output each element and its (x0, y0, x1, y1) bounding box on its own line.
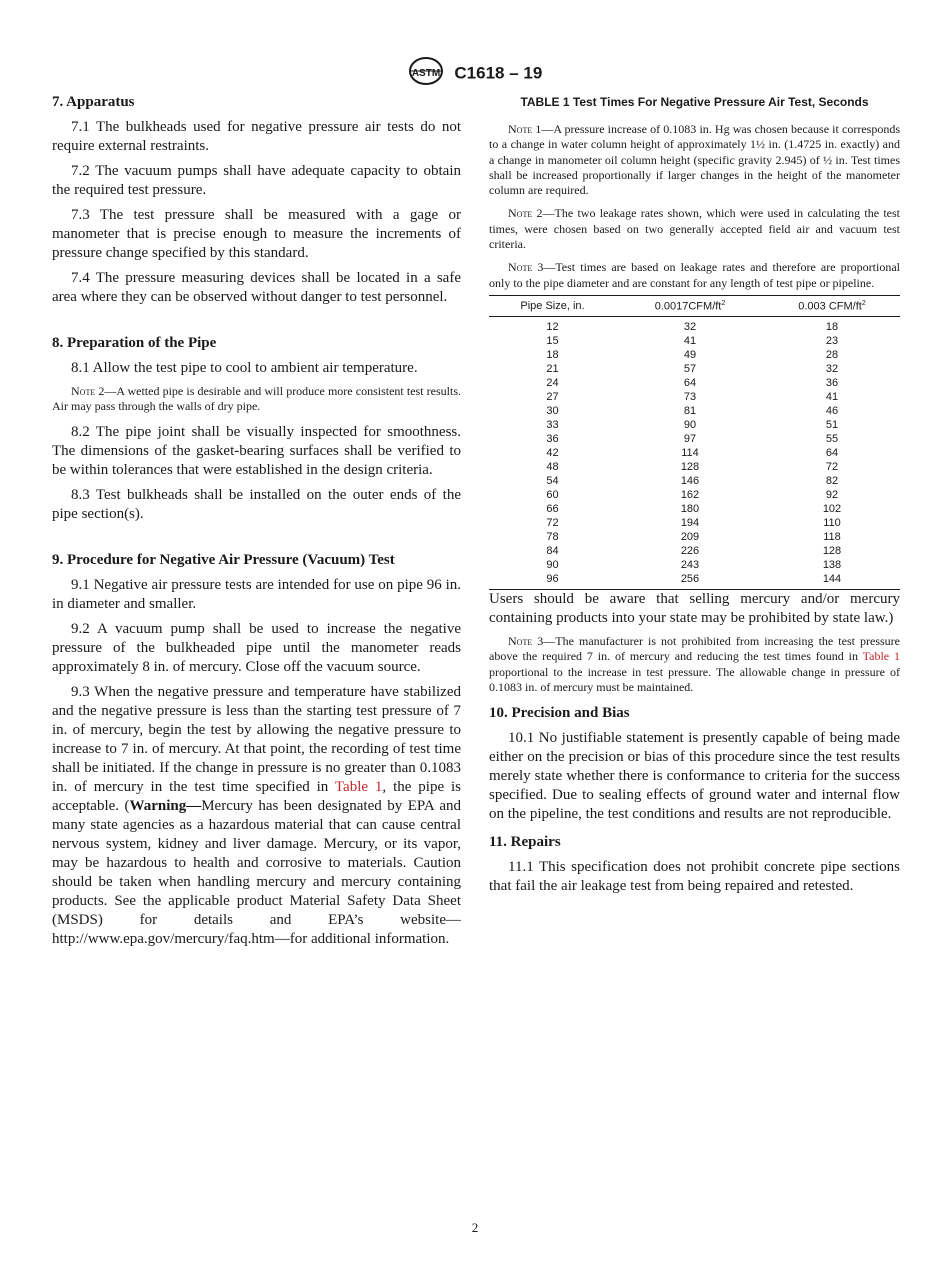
cell-time-rate-1: 256 (680, 572, 700, 585)
para-10-1: 10.1 No justifiable statement is presently capable of being made either on the precision or bias of this procedure since the test results merely state whether there is conformance to criteria for the success specified. Due to sealing effects of ground water and internal flow on the pipeline, the test conditions and results are not reproducible. (489, 730, 900, 823)
table-row (489, 376, 900, 390)
table-row (489, 516, 900, 530)
cell-time-rate-2: 41 (825, 390, 839, 403)
note-text-b: proportional to the increase in test pressure. The allowable change in pressure of 0.1083 in. of mercury must be maintained. (489, 664, 900, 694)
cell-time-rate-1: 73 (683, 390, 697, 403)
para-9-2: 9.2 A vacuum pump shall be used to increase the negative pressure of the bulkheaded pipe until the manometer reads approximately 8 in. of mercury. Close off the vacuum source. (52, 620, 461, 675)
header-rate-2-text: 0.003 CFM/ft (798, 300, 862, 313)
table-row (489, 530, 900, 544)
cell-time-rate-2: 51 (825, 418, 839, 431)
test-times-table (489, 295, 900, 590)
cell-pipe-size: 33 (546, 418, 559, 431)
table-row (489, 502, 900, 516)
table-note-1 (489, 122, 900, 198)
table-row (489, 474, 900, 488)
cell-time-rate-1: 243 (680, 558, 700, 571)
cell-time-rate-2: 18 (825, 320, 839, 333)
warning-label: Warning— (129, 797, 202, 814)
cell-time-rate-2: 28 (825, 348, 839, 361)
cell-time-rate-1: 57 (683, 362, 697, 375)
para-9-3-text-a: 9.3 When the negative pressure and temperature have stabilized and the negative pressure is less than the starting test pressure of 7 in. of mercury, begin the test by allowing the negative pressure to increase to 7 in. of mercury. At that point, the recording of test time shall be initiated. If the change in pressure is no greater than 0.1083 in. of mercury in the test time specified in (52, 683, 461, 795)
section-7-title: 7. Apparatus (52, 94, 135, 110)
cell-time-rate-1: 128 (680, 460, 700, 473)
cell-time-rate-1: 209 (680, 530, 700, 543)
table-row (489, 404, 900, 418)
note-label: Note (508, 206, 533, 221)
note-3 (489, 634, 900, 695)
cell-pipe-size: 30 (546, 404, 559, 417)
astm-logo-icon (408, 56, 444, 91)
page-header (0, 56, 950, 91)
cell-time-rate-1: 194 (680, 516, 700, 529)
note-label: Note (508, 122, 533, 136)
cell-pipe-size: 15 (546, 334, 559, 347)
para-9-3-continued: Users should be aware that selling mercury and/or mercury containing products into your state may be prohibited by state law.) (489, 590, 900, 626)
header-rate-1-sup: 2 (721, 299, 726, 307)
table-row (489, 432, 900, 446)
table-row (489, 488, 900, 502)
para-8-3: 8.3 Test bulkheads shall be installed on the outer ends of the pipe section(s). (52, 486, 461, 522)
cell-time-rate-2: 64 (825, 446, 839, 459)
cell-pipe-size: 24 (546, 376, 559, 389)
cell-time-rate-2: 92 (825, 488, 839, 501)
section-10-title: 10. Precision and Bias (489, 705, 630, 722)
table-1-link[interactable]: Table 1 (862, 649, 900, 664)
cell-time-rate-1: 32 (683, 320, 697, 333)
cell-time-rate-1: 41 (683, 334, 697, 347)
cell-time-rate-2: 36 (825, 376, 839, 389)
cell-time-rate-1: 81 (683, 404, 697, 417)
para-7-1: 7.1 The bulkheads used for negative pressure air tests do not require external restraints. (52, 119, 461, 154)
note-text: 3—Test times are based on leakage rates and therefore are proportional only to the pipe diameter and are constant for any length of test pipe or pipeline. (489, 260, 900, 290)
table-row (489, 460, 900, 474)
cell-pipe-size: 96 (546, 572, 559, 585)
table-row (489, 362, 900, 376)
note-text: 2—The two leakage rates shown, which were used in calculating the test times, were chosen based on two generally accepted field air and vacuum test criteria. (489, 206, 900, 252)
note-text-a: 3—The manufacturer is not prohibited from increasing the test pressure above the required 7 in. of mercury and reducing the test times found in (489, 633, 900, 664)
cell-time-rate-2: 23 (825, 334, 839, 347)
table-row (489, 334, 900, 348)
para-11-1: 11.1 This specification does not prohibit concrete pipe sections that fail the air leakage test from being repaired and retested. (489, 859, 900, 895)
cell-time-rate-2: 46 (825, 404, 839, 417)
cell-pipe-size: 84 (546, 544, 559, 557)
cell-pipe-size: 21 (546, 362, 559, 375)
note-label: Note (508, 633, 533, 648)
cell-time-rate-2: 32 (825, 362, 839, 375)
cell-time-rate-1: 49 (683, 348, 697, 361)
header-rate-2-sup: 2 (861, 299, 866, 307)
cell-time-rate-2: 102 (822, 502, 842, 515)
cell-time-rate-2: 110 (823, 516, 841, 529)
section-11-title: 11. Repairs (489, 834, 561, 851)
cell-time-rate-1: 64 (683, 376, 697, 389)
cell-time-rate-2: 128 (822, 544, 842, 557)
table-row (489, 544, 900, 558)
cell-time-rate-2: 72 (825, 460, 839, 473)
table-row (489, 418, 900, 432)
cell-time-rate-2: 144 (822, 572, 842, 585)
note-text: 2—A wetted pipe is desirable and will produce more consistent test results. Air may pass through the walls of dry pipe. (52, 384, 461, 414)
note-text: 1—A pressure increase of 0.1083 in. Hg was chosen because it corresponds to a change in water column height of approximately 1½ in. (1.4725 in. exactly) and a change in manometer oil column height (specific gravity 2.945) of ½ in. Test times shall be increased proportionally if larger changes in the height of the manometer column are required. (489, 122, 900, 198)
right-column (489, 92, 900, 902)
cell-pipe-size: 54 (546, 474, 559, 487)
cell-time-rate-2: 118 (823, 530, 841, 543)
para-9-1: 9.1 Negative air pressure tests are intended for use on pipe 96 in. in diameter and smaller. (52, 576, 461, 612)
table-row (489, 348, 900, 362)
para-7-3: 7.3 The test pressure shall be measured with a gage or manometer that is precise enough to measure the increments of pressure change specified by this standard. (52, 207, 461, 261)
left-column (52, 92, 461, 955)
header-rate-2 (764, 295, 900, 316)
document-code: C1618 – 19 (454, 63, 543, 83)
header-pipe-size: Pipe Size, in. (489, 295, 616, 316)
cell-pipe-size: 60 (546, 488, 559, 501)
header-rate-1 (616, 295, 764, 316)
cell-time-rate-1: 146 (680, 474, 700, 487)
cell-pipe-size: 66 (546, 502, 559, 515)
table-note-2 (489, 206, 900, 252)
para-8-1: 8.1 Allow the test pipe to cool to ambient air temperature. (71, 360, 418, 376)
cell-pipe-size: 90 (546, 558, 559, 571)
cell-pipe-size: 42 (546, 446, 559, 459)
table-row (489, 446, 900, 460)
logo-text: ASTM (411, 68, 440, 79)
table-header-row (489, 295, 900, 316)
page-number: 2 (471, 1220, 479, 1235)
para-8-2: 8.2 The pipe joint shall be visually inspected for smoothness. The dimensions of the gasket-bearing surfaces shall be verified to be within tolerances that were established in the design criteria. (52, 423, 461, 478)
note-2 (52, 384, 461, 415)
note-label: Note (508, 260, 533, 275)
cell-time-rate-2: 55 (825, 432, 839, 445)
table-note-3 (489, 260, 900, 291)
cell-time-rate-1: 180 (680, 502, 700, 515)
table-body (489, 316, 900, 589)
para-7-4: 7.4 The pressure measuring devices shall be located in a safe area where they can be observed without danger to test personnel. (52, 270, 461, 305)
table-1-caption: TABLE 1 Test Times For Negative Pressure Air Test, Seconds (520, 95, 869, 109)
para-7-2: 7.2 The vacuum pumps shall have adequate capacity to obtain the required test pressure. (52, 163, 461, 198)
cell-time-rate-2: 82 (825, 474, 839, 487)
cell-pipe-size: 27 (546, 390, 559, 403)
table-1-link[interactable]: Table 1 (334, 778, 383, 795)
cell-time-rate-1: 90 (683, 418, 697, 431)
table-row (489, 558, 900, 572)
cell-pipe-size: 48 (546, 460, 559, 473)
table-row (489, 572, 900, 590)
cell-pipe-size: 78 (546, 530, 559, 543)
cell-time-rate-2: 138 (822, 558, 842, 571)
cell-pipe-size: 12 (546, 320, 559, 333)
cell-time-rate-1: 162 (680, 488, 700, 501)
cell-time-rate-1: 97 (683, 432, 697, 445)
header-rate-1-text: 0.0017CFM/ft (654, 300, 722, 313)
para-9-3 (52, 683, 461, 949)
section-9-title: 9. Procedure for Negative Air Pressure (Vacuum) Test (52, 551, 395, 568)
cell-pipe-size: 18 (546, 348, 559, 361)
cell-pipe-size: 72 (546, 516, 559, 529)
para-9-3-text-b: , the pipe is acceptable. ( (52, 778, 461, 814)
table-row (489, 390, 900, 404)
cell-time-rate-1: 226 (680, 544, 700, 557)
note-label: Note (71, 384, 96, 398)
section-8-title: 8. Preparation of the Pipe (52, 335, 217, 351)
para-9-3-text-c: Mercury has been designated by EPA and many state agencies as a hazardous material that can cause central nervous system, kidney and liver damage. Mercury, or its vapor, may be hazardous to health and corrosive to materials. Caution should be taken when handling mercury and mercury containing products. See the applicable product Material Safety Data Sheet (MSDS) for details and EPA’s website—http://www.epa.gov/mercury/faq.htm—for additional information. (52, 797, 461, 947)
table-row (489, 316, 900, 334)
cell-time-rate-1: 114 (681, 446, 699, 459)
cell-pipe-size: 36 (546, 432, 559, 445)
